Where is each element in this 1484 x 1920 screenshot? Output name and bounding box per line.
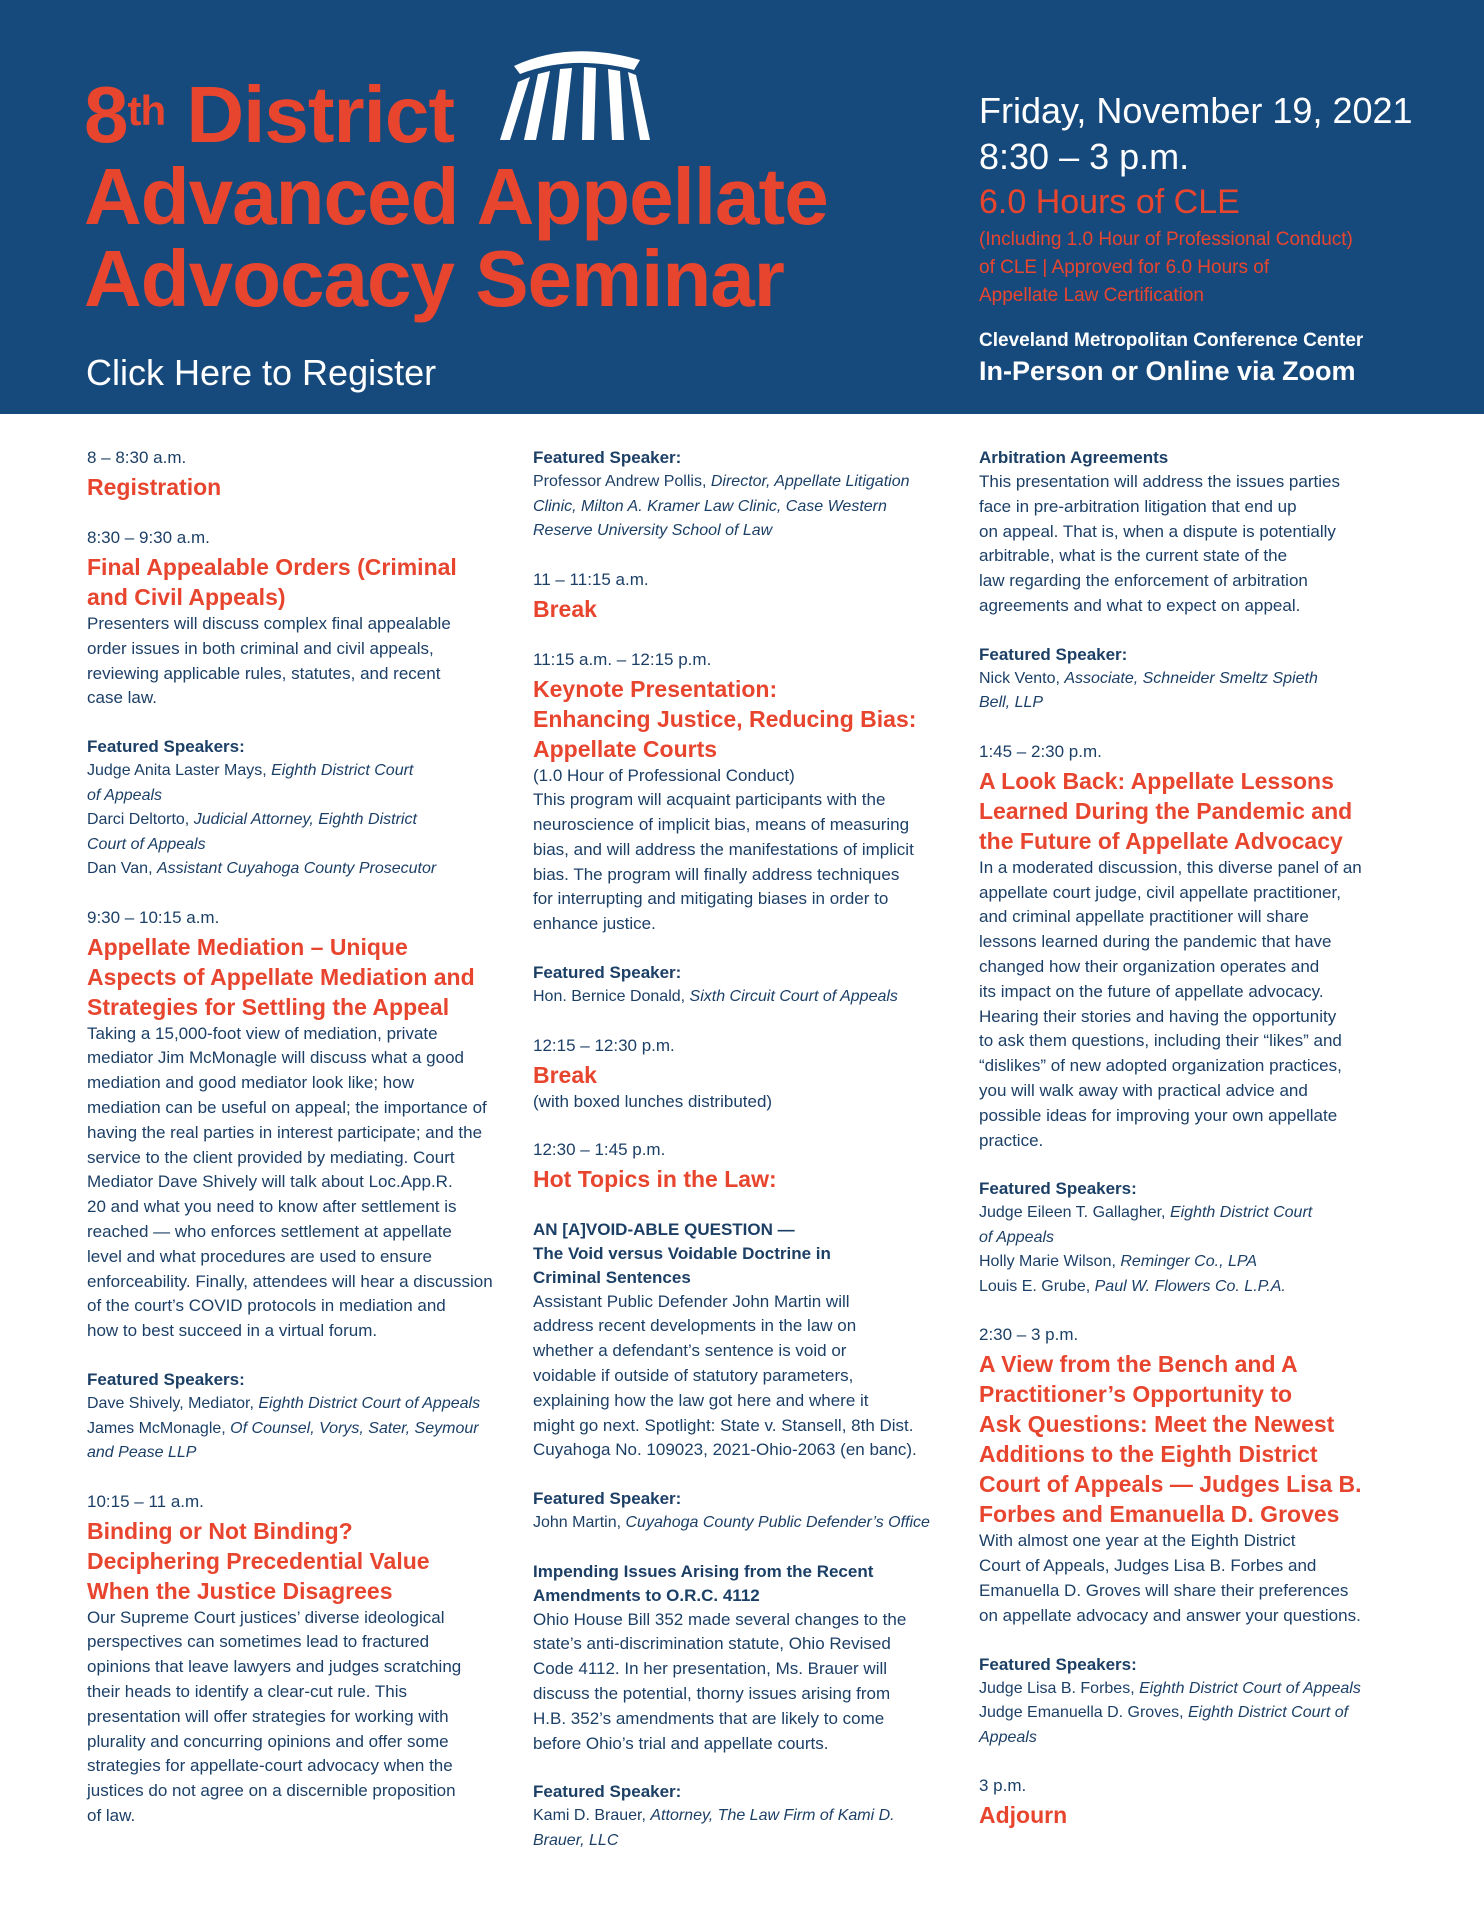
speaker	[87, 808, 507, 833]
description-line: Emanuella D. Groves will share their preferences	[979, 1580, 1349, 1600]
session-description	[87, 612, 507, 711]
topic-heading: Arbitration Agreements	[979, 448, 1169, 467]
description-line: might go next. Spotlight: State v. Stansell, 8th Dist.	[533, 1415, 914, 1435]
speaker	[979, 1250, 1399, 1275]
speaker-affiliation: of Appeals	[979, 1228, 1055, 1246]
agenda-item-registration	[87, 446, 507, 502]
featured-speakers	[979, 1177, 1399, 1299]
description-line: changed how their organization operates and	[979, 956, 1320, 976]
agenda-item-view-from-bench	[979, 1323, 1399, 1628]
session-title-line: A View from the Bench and A	[979, 1351, 1298, 1378]
session-title-line: Appellate Mediation – Unique	[87, 933, 408, 960]
agenda-item-appellate-mediation	[87, 906, 507, 1344]
description-line: face in pre-arbitration litigation that end up	[979, 496, 1297, 516]
session-time: 8 – 8:30 a.m.	[87, 448, 187, 467]
session-title-line: When the Justice Disagrees	[87, 1577, 393, 1604]
featured-speakers	[979, 643, 1399, 716]
session-title	[87, 1516, 507, 1606]
session-title-line: and Civil Appeals)	[87, 584, 286, 610]
speaker-affiliation: Eighth District Court	[1169, 1204, 1313, 1222]
session-title-line: Practitioner’s Opportunity to	[979, 1381, 1293, 1408]
session-description	[533, 1608, 953, 1757]
description-line: of law.	[87, 1805, 136, 1825]
description-line: state’s anti-discrimination statute, Ohio Revised	[533, 1634, 891, 1654]
description-line: 20 and what you need to know after settlement is	[87, 1197, 457, 1217]
cle-note-line: of CLE | Approved for 6.0 Hours of	[979, 257, 1270, 278]
speaker-name: Nick Vento,	[979, 669, 1065, 687]
agenda-item-binding-or-not	[87, 1490, 507, 1829]
speaker	[979, 1201, 1399, 1226]
agenda-item-lunch-break	[533, 1034, 953, 1114]
description-line: mediation can be useful on appeal; the importance of	[87, 1098, 487, 1118]
session-title: Adjourn	[979, 1802, 1068, 1829]
session-description	[533, 764, 953, 938]
agenda-item-final-appealable-orders	[87, 526, 507, 711]
hot-topic-void-voidable	[533, 1218, 953, 1464]
featured-speakers-label: Featured Speaker:	[979, 644, 1128, 664]
speaker	[87, 857, 507, 882]
description-line: Taking a 15,000-foot view of mediation, private	[87, 1023, 438, 1043]
featured-speakers	[87, 1368, 507, 1466]
featured-speakers	[533, 1780, 953, 1853]
description-line: case law.	[87, 688, 157, 708]
featured-speakers	[533, 446, 953, 544]
session-title-line: Additions to the Eighth District	[979, 1441, 1318, 1468]
description-line: lessons learned during the pandemic that have	[979, 932, 1332, 952]
speaker-affiliation: Eighth District Court of Appeals	[1139, 1679, 1361, 1697]
description-line: mediator Jim McMonagle will discuss what a good	[87, 1048, 464, 1068]
featured-speakers	[87, 735, 507, 882]
featured-speakers-label: Featured Speaker:	[533, 1489, 682, 1509]
description-line: (1.0 Hour of Professional Conduct)	[533, 765, 795, 785]
featured-speakers-label: Featured Speakers:	[87, 1370, 245, 1390]
description-line: mediation and good mediator look like; how	[87, 1073, 414, 1093]
session-title-line: Court of Appeals — Judges Lisa B.	[979, 1471, 1362, 1498]
hot-topic-orc-4112	[533, 1560, 953, 1757]
description-line: law regarding the enforcement of arbitration	[979, 571, 1308, 591]
session-time: 9:30 – 10:15 a.m.	[87, 907, 220, 927]
featured-speakers	[533, 961, 953, 1010]
speaker-affiliation: and Pease LLP	[87, 1444, 197, 1462]
session-description	[87, 1606, 507, 1829]
speaker-name: Holly Marie Wilson,	[979, 1253, 1121, 1271]
session-title-line: Ask Questions: Meet the Newest	[979, 1411, 1335, 1438]
topic-heading	[533, 1560, 953, 1608]
session-title: Break	[533, 1061, 597, 1088]
speaker	[979, 1677, 1399, 1702]
speaker-affiliation: Assistant Cuyahoga County Prosecutor	[156, 860, 437, 878]
description-line: justices do not agree on a discernible proposition	[87, 1781, 456, 1801]
event-date: Friday, November 19, 2021	[979, 90, 1413, 131]
speaker-affiliation: Cuyahoga County Public Defender’s Office	[625, 1514, 930, 1532]
description-line: H.B. 352’s amendments that are likely to come	[533, 1708, 885, 1728]
session-title	[87, 932, 507, 1022]
agenda-item-keynote	[533, 648, 953, 938]
event-time: 8:30 – 3 p.m.	[979, 136, 1190, 177]
title-line-3: Advocacy Seminar	[84, 234, 784, 323]
featured-speakers	[979, 1653, 1399, 1751]
agenda-column-1	[87, 446, 507, 1853]
description-line: presentation will offer strategies for working with	[87, 1706, 449, 1726]
cle-note-line: Appellate Law Certification	[979, 285, 1204, 306]
session-title-line: Forbes and Emanuella D. Groves	[979, 1501, 1340, 1528]
speaker-affiliation: Eighth District Court of Appeals	[258, 1395, 481, 1413]
session-title-line: the Future of Appellate Advocacy	[979, 827, 1343, 854]
featured-speakers-label: Featured Speakers:	[979, 1179, 1137, 1199]
session-time: 11:15 a.m. – 12:15 p.m.	[533, 649, 712, 669]
speaker-name: Hon. Bernice Donald,	[533, 988, 690, 1006]
agenda-item-look-back	[979, 740, 1399, 1154]
topic-heading-line: Amendments to O.R.C. 4112	[533, 1585, 760, 1605]
description-line: In a moderated discussion, this diverse panel of an	[979, 857, 1362, 877]
seminar-title	[84, 70, 828, 323]
session-description	[979, 470, 1399, 619]
agenda-column-3	[979, 446, 1399, 1854]
session-title-line: Appellate Courts	[533, 735, 718, 762]
speaker	[533, 1511, 953, 1536]
agenda-item-hot-topics	[533, 1138, 953, 1194]
featured-speakers	[533, 1487, 953, 1536]
title-line-2: Advanced Appellate	[84, 152, 828, 241]
speaker-name: John Martin,	[533, 1514, 626, 1532]
header-banner	[0, 0, 1484, 414]
description-line: perspectives can sometimes lead to fractured	[87, 1632, 430, 1652]
description-line: “dislikes” of new adopted organization practices,	[979, 1056, 1342, 1076]
description-line: voidable if outside of statutory parameters,	[533, 1365, 854, 1385]
description-line: Court of Appeals, Judges Lisa B. Forbes and	[979, 1556, 1317, 1576]
register-link[interactable]: Click Here to Register	[86, 352, 437, 393]
description-line: bias. The program will finally address techniques	[533, 864, 900, 884]
description-line: their heads to identify a clear-cut rule. This	[87, 1681, 408, 1701]
speaker-name: Judge Lisa B. Forbes,	[979, 1679, 1140, 1697]
session-time: 2:30 – 3 p.m.	[979, 1325, 1079, 1345]
session-description	[533, 1290, 953, 1464]
session-title	[979, 1349, 1399, 1529]
speaker-name: Kami D. Brauer,	[533, 1807, 651, 1825]
session-time: 8:30 – 9:30 a.m.	[87, 528, 210, 547]
speaker-affiliation: Reserve University School of Law	[533, 522, 773, 539]
session-title: Registration	[87, 474, 222, 500]
session-title	[87, 552, 507, 612]
session-title-line: A Look Back: Appellate Lessons	[979, 767, 1334, 794]
speaker-affiliation: Attorney, The Law Firm of Kami D.	[650, 1807, 895, 1825]
description-line: arbitrable, what is the current state of the	[979, 546, 1288, 566]
speaker-affiliation: Appeals	[979, 1728, 1037, 1746]
description-line: and criminal appellate practitioner will share	[979, 907, 1309, 927]
speaker-affiliation: Paul W. Flowers Co. L.P.A.	[1094, 1277, 1286, 1295]
speaker-name: Judge Anita Laster Mays,	[87, 762, 272, 780]
description-line: Assistant Public Defender John Martin will	[533, 1291, 850, 1311]
description-line: With almost one year at the Eighth District	[979, 1531, 1296, 1551]
featured-speakers-label: Featured Speakers:	[87, 737, 245, 757]
description-line: enforceability. Finally, attendees will hear a discussion	[87, 1271, 493, 1291]
session-time: 11 – 11:15 a.m.	[533, 569, 649, 589]
description-line: strategies for appellate-court advocacy when the	[87, 1756, 453, 1776]
session-title-line: Deciphering Precedential Value	[87, 1547, 430, 1574]
speaker-name: Louis E. Grube,	[979, 1277, 1095, 1295]
session-description	[87, 1022, 507, 1344]
description-line: of the court’s COVID protocols in mediation and	[87, 1296, 446, 1316]
speaker	[87, 1417, 507, 1442]
speaker-affiliation: Bell, LLP	[979, 694, 1044, 712]
speaker-name: James McMonagle,	[87, 1419, 231, 1437]
description-line: Cuyahoga No. 109023, 2021-Ohio-2063 (en banc).	[533, 1440, 917, 1460]
session-title-line: Binding or Not Binding?	[87, 1517, 353, 1544]
topic-heading-line: AN [A]VOID-ABLE QUESTION —	[533, 1219, 795, 1239]
description-line: enhance justice.	[533, 914, 656, 934]
description-line: its impact on the future of appellate advocacy.	[979, 981, 1324, 1001]
description-line: Presenters will discuss complex final appealable	[87, 614, 451, 633]
attendance-format: In-Person or Online via Zoom	[979, 356, 1356, 386]
speaker-affiliation: Brauer, LLC	[533, 1831, 619, 1849]
speaker-affiliation: Of Counsel, Vorys, Sater, Seymour	[230, 1419, 479, 1437]
session-title-line: Final Appealable Orders (Criminal	[87, 554, 457, 580]
description-line: service to the client provided by mediating. Court	[87, 1147, 455, 1167]
speaker-name: Darci Deltorto,	[87, 811, 194, 829]
speaker-name: Dave Shively, Mediator,	[87, 1395, 259, 1413]
speaker-affiliation: Eighth District Court	[271, 762, 414, 780]
session-time: 1:45 – 2:30 p.m.	[979, 741, 1102, 761]
description-line: level and what procedures are used to ensure	[87, 1246, 432, 1266]
description-line: discuss the potential, thorny issues arising from	[533, 1684, 891, 1704]
speaker	[533, 470, 953, 495]
description-line: plurality and concurring opinions and offer some	[87, 1731, 449, 1751]
speaker-affiliation: Sixth Circuit Court of Appeals	[689, 988, 898, 1006]
event-info	[979, 88, 1449, 387]
description-line: for interrupting and mitigating biases in order to	[533, 889, 889, 909]
hot-topic-arbitration	[979, 446, 1399, 619]
speaker	[533, 985, 953, 1010]
description-line: how to best succeed in a virtual forum.	[87, 1321, 378, 1341]
speaker-name: Professor Andrew Pollis,	[533, 473, 711, 490]
description-line: This program will acquaint participants with the	[533, 790, 886, 810]
description-line: possible ideas for improving your own appellate	[979, 1105, 1338, 1125]
description-line: appellate court judge, civil appellate practitioner,	[979, 882, 1341, 902]
speaker-name: Judge Emanuella D. Groves,	[979, 1704, 1188, 1722]
speaker-affiliation: Court of Appeals	[87, 835, 206, 853]
topic-heading-line: The Void versus Voidable Doctrine in	[533, 1243, 831, 1263]
featured-speakers-label: Featured Speaker:	[533, 1782, 682, 1802]
speaker	[87, 1392, 507, 1417]
description-line: practice.	[979, 1130, 1044, 1150]
description-line: This presentation will address the issues parties	[979, 472, 1340, 491]
session-title: Break	[533, 595, 597, 622]
session-title-line: Learned During the Pandemic and	[979, 797, 1353, 824]
cle-hours: 6.0 Hours of CLE	[979, 183, 1240, 221]
session-time: 12:30 – 1:45 p.m.	[533, 1139, 666, 1159]
speaker	[533, 1804, 953, 1829]
description-line: Mediator Dave Shively will talk about Loc.App.R.	[87, 1172, 453, 1192]
speaker-affiliation: Eighth District Court of	[1188, 1704, 1349, 1722]
session-note: (with boxed lunches distributed)	[533, 1091, 773, 1111]
featured-speakers-label: Featured Speaker:	[533, 448, 682, 467]
description-line: explaining how the law got here and where it	[533, 1390, 869, 1410]
description-line: on appeal. That is, when a dispute is potentially	[979, 521, 1336, 541]
description-line: on appellate advocacy and answer your questions.	[979, 1605, 1361, 1625]
session-title	[979, 766, 1399, 856]
description-line: Hearing their stories and having the opportunity	[979, 1006, 1337, 1026]
venue: Cleveland Metropolitan Conference Center	[979, 330, 1364, 351]
description-line: reviewing applicable rules, statutes, and recent	[87, 663, 441, 683]
featured-speakers-label: Featured Speaker:	[533, 963, 682, 983]
session-time: 3 p.m.	[979, 1776, 1027, 1796]
session-title-line: Keynote Presentation:	[533, 675, 778, 702]
speaker	[979, 1275, 1399, 1300]
speaker-affiliation: Director, Appellate Litigation	[710, 473, 910, 490]
description-line: Ohio House Bill 352 made several changes to the	[533, 1609, 907, 1629]
title-line-1: District	[165, 70, 455, 159]
description-line: you will walk away with practical advice and	[979, 1080, 1308, 1100]
speaker-affiliation: Reminger Co., LPA	[1120, 1253, 1258, 1271]
session-title-line: Aspects of Appellate Mediation and	[87, 963, 475, 990]
featured-speakers-label: Featured Speakers:	[979, 1654, 1137, 1674]
session-time: 12:15 – 12:30 p.m.	[533, 1035, 675, 1055]
session-description	[979, 856, 1399, 1154]
speaker	[87, 759, 507, 784]
description-line: before Ohio’s trial and appellate courts.	[533, 1733, 829, 1753]
session-time: 10:15 – 11 a.m.	[87, 1491, 204, 1511]
title-ordinal: 8	[84, 70, 128, 159]
cle-note	[979, 226, 1449, 310]
description-line: neuroscience of implicit bias, means of measuring	[533, 815, 910, 835]
description-line: address recent developments in the law on	[533, 1316, 857, 1336]
speaker-affiliation: of Appeals	[87, 786, 163, 804]
description-line: Our Supreme Court justices’ diverse ideological	[87, 1607, 445, 1627]
cle-note-line: (Including 1.0 Hour of Professional Conduct)	[979, 229, 1353, 250]
title-ordinal-suffix: th	[127, 87, 166, 134]
description-line: reached — who enforces settlement at appellate	[87, 1222, 452, 1242]
speaker-affiliation: Clinic, Milton A. Kramer Law Clinic, Case Western	[533, 497, 887, 515]
topic-heading-line: Impending Issues Arising from the Recent	[533, 1561, 874, 1581]
description-line: to ask them questions, including their “likes” and	[979, 1031, 1342, 1051]
speaker	[979, 667, 1399, 692]
session-title	[533, 674, 953, 764]
description-line: having the real parties in interest participate; and the	[87, 1122, 483, 1142]
agenda-column-2	[533, 446, 953, 1877]
agenda-item-adjourn	[979, 1774, 1399, 1830]
topic-heading-line: Criminal Sentences	[533, 1267, 691, 1287]
topic-heading	[533, 1218, 953, 1290]
description-line: bias, and will address the manifestations of implicit	[533, 839, 914, 859]
session-description	[979, 1529, 1399, 1628]
description-line: order issues in both criminal and civil appeals,	[87, 638, 434, 658]
speaker	[979, 1701, 1399, 1726]
description-line: Code 4112. In her presentation, Ms. Brauer will	[533, 1659, 888, 1679]
speaker-name: Dan Van,	[87, 860, 157, 878]
description-line: whether a defendant’s sentence is void or	[533, 1341, 847, 1361]
description-line: opinions that leave lawyers and judges scratching	[87, 1657, 462, 1677]
speaker-affiliation: Judicial Attorney, Eighth District	[193, 811, 417, 829]
session-title-line: Strategies for Settling the Appeal	[87, 993, 450, 1020]
agenda-item-break	[533, 568, 953, 624]
description-line: agreements and what to expect on appeal.	[979, 595, 1301, 615]
speaker-affiliation: Associate, Schneider Smeltz Spieth	[1064, 669, 1318, 687]
courthouse-columns-logo	[500, 44, 650, 144]
session-title: Hot Topics in the Law:	[533, 1165, 777, 1192]
session-title-line: Enhancing Justice, Reducing Bias:	[533, 705, 917, 732]
speaker-name: Judge Eileen T. Gallagher,	[979, 1204, 1170, 1222]
